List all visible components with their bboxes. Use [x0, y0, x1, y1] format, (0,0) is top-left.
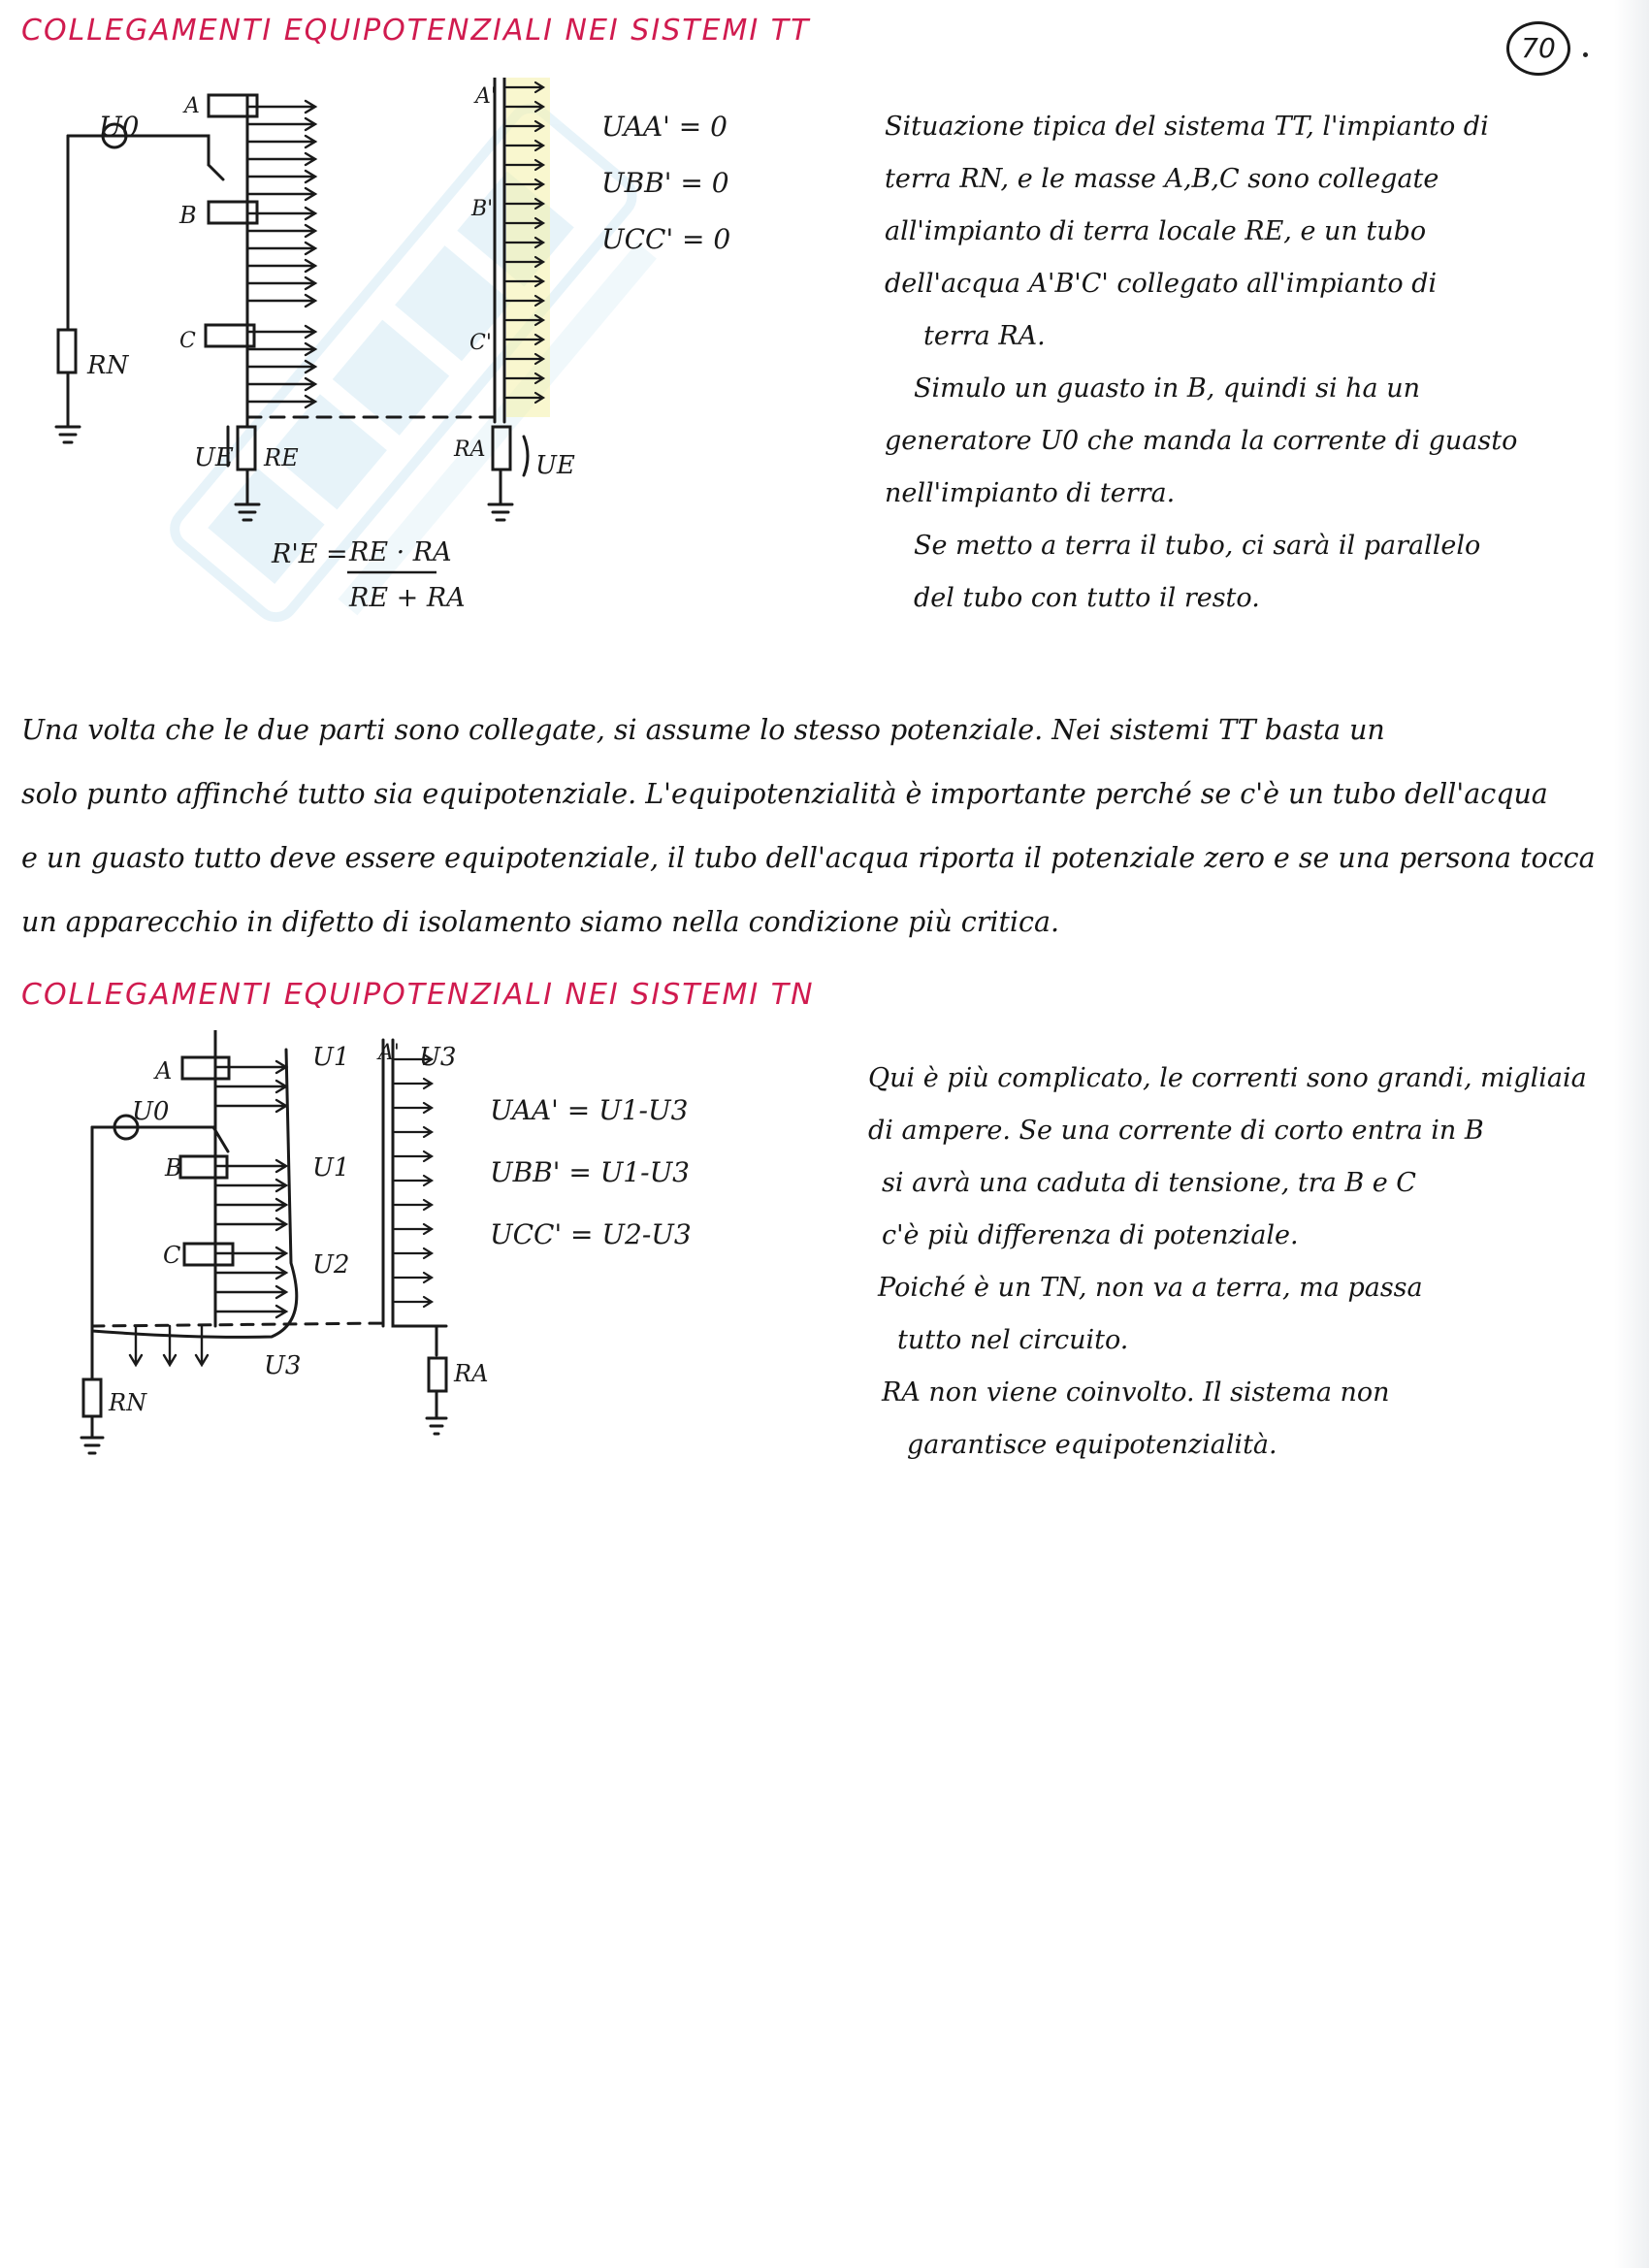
section1-title: COLLEGAMENTI EQUIPOTENZIALI NEI SISTEMI TT [21, 14, 811, 48]
text-line: garantisce equipotenzialità. [907, 1430, 1277, 1460]
text-line: dell'acqua A'B'C' collegato all'impianto di [885, 269, 1438, 299]
equation-ubb: UBB' = U1-U3 [490, 1156, 690, 1188]
text-line: Qui è più complicato, le correnti sono grandi, migliaia [868, 1063, 1587, 1093]
tn-system-diagram [58, 1030, 737, 1476]
section1-body-text [21, 698, 1596, 955]
text-line: Una volta che le due parti sono collegate, si assume lo stesso potenziale. Nei sistemi TT basta un [21, 714, 1385, 746]
label-u3-top: U3 [419, 1043, 457, 1072]
formula-denominator: RE + RA [349, 583, 466, 613]
label-u1-top: U1 [312, 1043, 350, 1072]
label-a: A [184, 94, 200, 118]
label-ue-left: UE [194, 443, 234, 472]
text-line: di ampere. Se una corrente di corto entra in B [868, 1116, 1484, 1146]
label-ra: RA [454, 1360, 489, 1387]
text-line: e un guasto tutto deve essere equipotenziale, il tubo dell'acqua riporta il potenziale zero e se una persona tocca [21, 842, 1596, 874]
ink-dot [1583, 52, 1588, 57]
section2-side-text [868, 1053, 1587, 1472]
label-b: B [165, 1154, 182, 1182]
text-line: terra RA. [923, 321, 1046, 351]
label-ra: RA [454, 437, 486, 462]
text-line: del tubo con tutto il resto. [914, 583, 1260, 613]
label-a-prime: A' [378, 1041, 400, 1065]
label-u3-bottom: U3 [264, 1351, 302, 1380]
label-rn: RN [109, 1389, 147, 1416]
label-b-prime: B' [471, 197, 494, 221]
text-line: tutto nel circuito. [897, 1325, 1129, 1355]
label-rn: RN [87, 351, 129, 380]
tt-system-diagram [39, 78, 737, 640]
text-line: RA non viene coinvolto. Il sistema non [882, 1377, 1390, 1408]
page-edge [1614, 0, 1649, 2268]
label-u0: U0 [99, 111, 140, 143]
formula-numerator: RE · RA [349, 537, 452, 567]
text-line: Se metto a terra il tubo, ci sarà il parallelo [914, 531, 1481, 561]
text-line: generatore U0 che manda la corrente di guasto [885, 426, 1518, 456]
label-re: RE [264, 444, 299, 471]
text-line: Situazione tipica del sistema TT, l'impianto di [885, 112, 1489, 142]
text-line: Poiché è un TN, non va a terra, ma passa [878, 1273, 1423, 1303]
page-number: 70 [1506, 21, 1570, 76]
equation-ucc: UCC' = 0 [601, 223, 731, 255]
equation-uaa: UAA' = 0 [601, 111, 728, 143]
text-line: all'impianto di terra locale RE, e un tubo [885, 216, 1427, 246]
text-line: nell'impianto di terra. [885, 478, 1176, 508]
label-b: B [179, 202, 197, 229]
label-u0: U0 [132, 1097, 170, 1126]
formula-lhs: R'E = [272, 539, 348, 569]
text-line: Simulo un guasto in B, quindi si ha un [914, 373, 1421, 404]
equation-ubb: UBB' = 0 [601, 167, 729, 199]
label-c-prime: C' [469, 331, 492, 355]
label-a: A [155, 1057, 173, 1085]
text-line: si avrà una caduta di tensione, tra B e C [882, 1168, 1416, 1198]
section1-side-text [885, 101, 1517, 625]
label-c: C [179, 329, 196, 353]
equation-ucc: UCC' = U2-U3 [490, 1218, 692, 1250]
text-line: un apparecchio in difetto di isolamento siamo nella condizione più critica. [21, 906, 1060, 938]
text-line: c'è più differenza di potenziale. [882, 1220, 1299, 1250]
label-u1-mid: U1 [312, 1153, 350, 1183]
text-line: solo punto affinché tutto sia equipotenziale. L'equipotenzialità è importante perché se c'è un tubo dell'acqua [21, 778, 1548, 810]
label-u2: U2 [312, 1250, 350, 1280]
label-ue-right: UE [535, 451, 575, 480]
label-c: C [163, 1242, 181, 1269]
section2-title: COLLEGAMENTI EQUIPOTENZIALI NEI SISTEMI TN [21, 978, 815, 1012]
label-a-prime: A' [475, 84, 497, 109]
text-line: terra RN, e le masse A,B,C sono collegate [885, 164, 1439, 194]
equation-uaa: UAA' = U1-U3 [490, 1094, 689, 1126]
